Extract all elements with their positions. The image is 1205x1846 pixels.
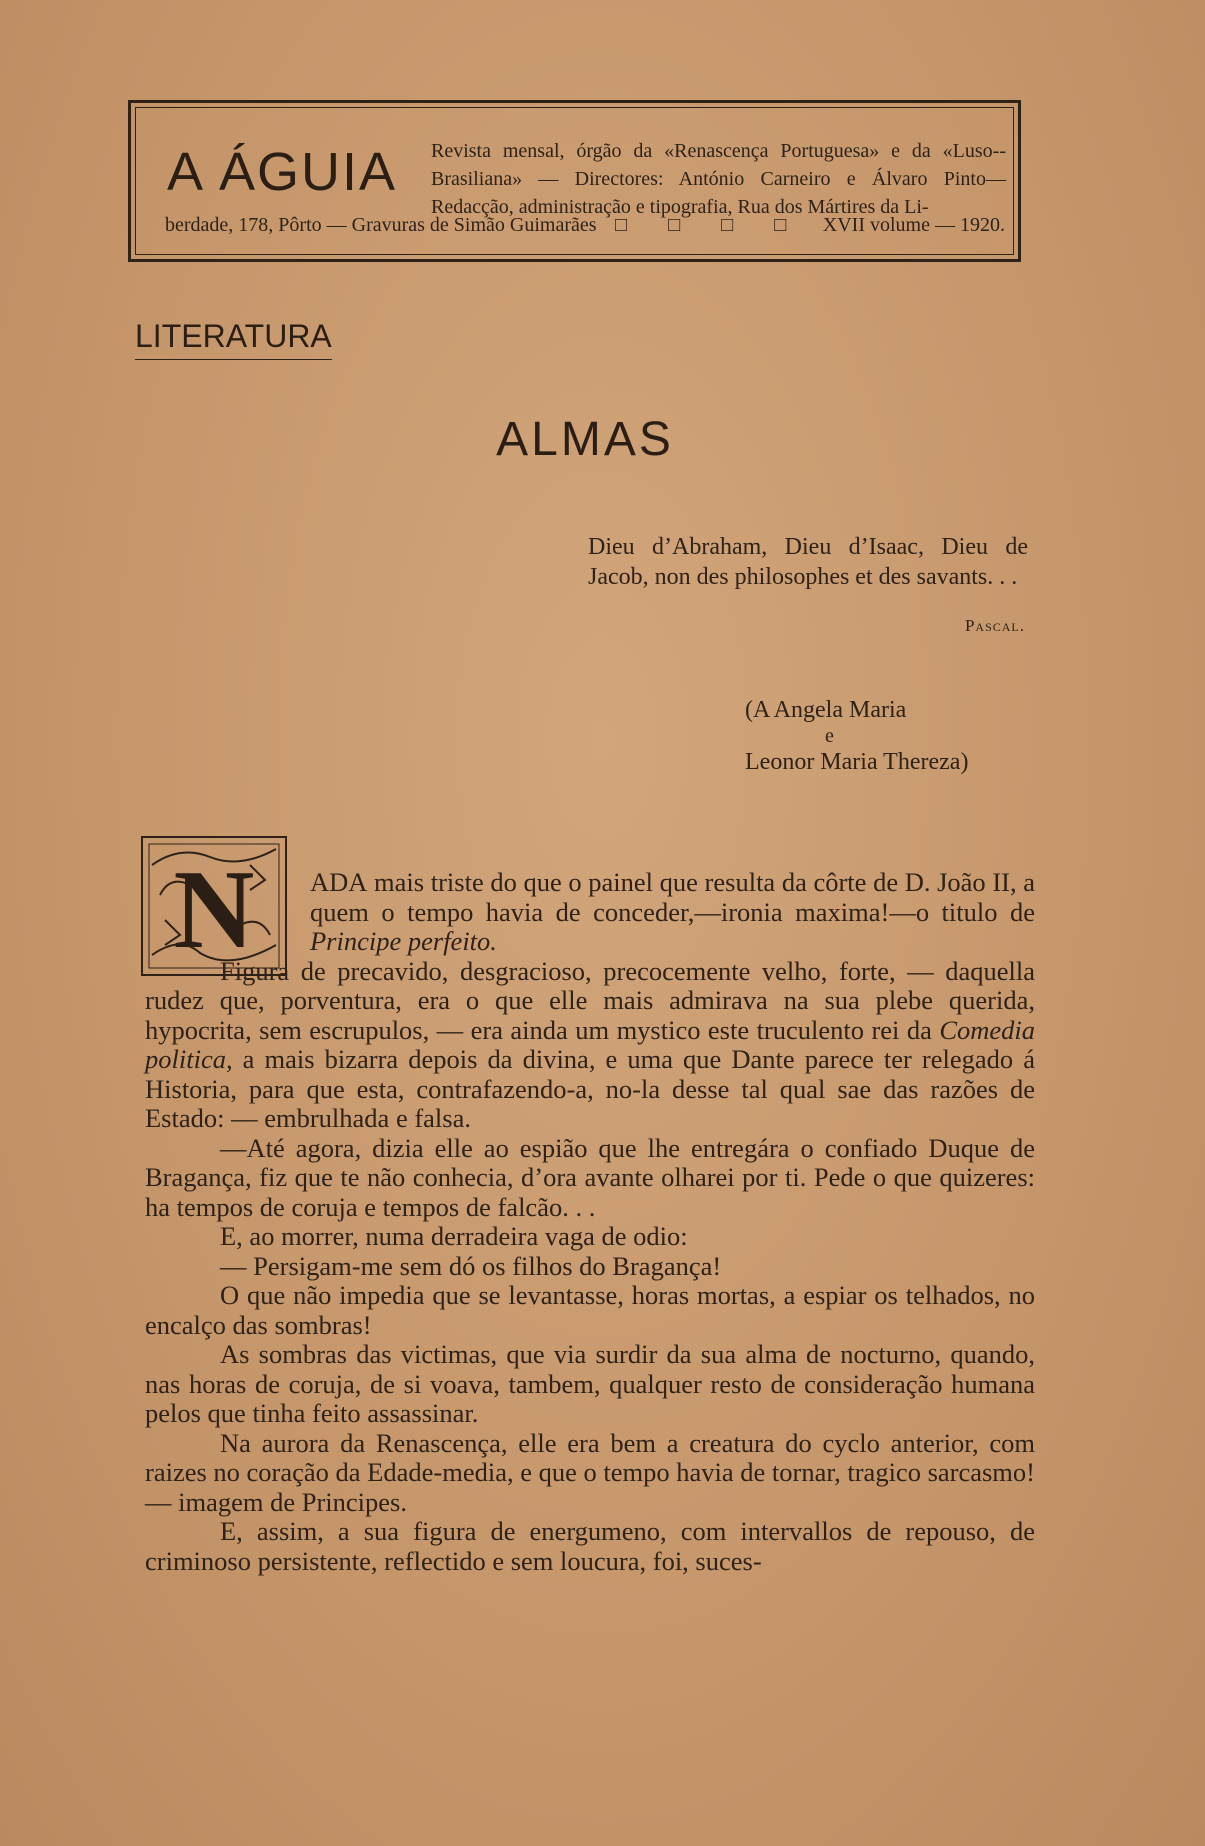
paragraph-7: As sombras das victimas, que via surdir da sua alma de nocturno, quando, nas horas de coruja, de si voava, tambem, qualquer resto de consideração humana pelos que tinha feito assassinar. <box>145 1339 1035 1428</box>
masthead-box <box>128 100 1021 262</box>
section-label: LITERATURA <box>135 318 332 360</box>
dropcap-continuation: ADA <box>310 867 368 897</box>
article-body <box>145 868 1035 1576</box>
dedication-line-1: (A Angela Maria <box>745 697 907 723</box>
masthead-line-2 <box>165 211 1005 239</box>
paragraph-1-text: mais triste do que o painel que resulta da côrte de D. João II, a quem o tempo havia de conceder,—ironia maxima!—o titulo de <box>310 867 1035 927</box>
masthead-ornaments: □ □ □ □ <box>615 214 805 236</box>
paragraph-1 <box>145 868 1035 957</box>
epigraph-author: Pascal. <box>964 616 1025 635</box>
paragraph-1-italic: Principe perfeito. <box>310 926 497 956</box>
paragraph-5: — Persigam-me sem dó os filhos do Bragança! <box>220 1250 722 1281</box>
masthead-description: Revista mensal, órgão da «Renascença Portuguesa» e da «Luso--Brasiliana» — Directores: António Carneiro e Álvaro Pinto— Redacção, administração e tipografia, Rua dos Mártires da Li- <box>431 140 1006 218</box>
paragraph-2-italic: Comedia politica, <box>145 1014 1035 1074</box>
paragraph-2 <box>145 957 1035 1134</box>
epigraph: Dieu d’Abraham, Dieu d’Isaac, Dieu de Jacob, non des philosophes et des savants. . . <box>588 534 1028 590</box>
dedication <box>745 695 1045 777</box>
masthead-title: A ÁGUIA <box>167 142 398 202</box>
paragraph-2-text-b: a mais bizarra depois da divina, e uma que Dante parece ter relegado á Historia, para que esta, contrafazendo-a, no-la desse tal qual sae das razões de Estado: — embrulhada e falsa. <box>145 1044 1035 1133</box>
dropcap-letter: N <box>173 848 255 972</box>
article-title: ALMAS <box>496 413 674 466</box>
masthead-address: berdade, 178, Pôrto — Gravuras de Simão Guimarães <box>165 214 597 236</box>
paragraph-2-text-a: Figura de precavido, desgracioso, precocemente velho, forte, — daquella rudez que, porventura, era o que elle mais admirava na sua plebe querida, hypocrita, sem escrupulos, — era ainda um mystico este truculento rei da <box>145 955 1035 1045</box>
paragraph-9: E, assim, a sua figura de energumeno, com intervallos de repouso, de criminoso persistente, reflectido e sem loucura, foi, suces- <box>145 1516 1035 1576</box>
paragraph-3: —Até agora, dizia elle ao espião que lhe entregára o confiado Duque de Bragança, fiz que te não conhecia, d’ora avante olharei por ti. Pede o que quizeres: ha tempos de coruja e tempos de falcão. . . <box>145 1132 1035 1222</box>
masthead-volume: XVII volume — 1920. <box>822 214 1005 236</box>
dedication-line-3: Leonor Maria Thereza) <box>745 749 969 775</box>
paragraph-8: Na aurora da Renascença, elle era bem a creatura do cyclo anterior, com raizes no coração da Edade-media, e que o tempo havia de tornar, tragico sarcasmo! — imagem de Principes. <box>145 1427 1035 1517</box>
paragraph-6: O que não impedia que se levantasse, horas mortas, a espiar os telhados, no encalço das sombras! <box>145 1280 1035 1340</box>
paragraph-4: E, ao morrer, numa derradeira vaga de odio: <box>220 1221 688 1251</box>
dedication-line-2: e <box>825 725 834 747</box>
